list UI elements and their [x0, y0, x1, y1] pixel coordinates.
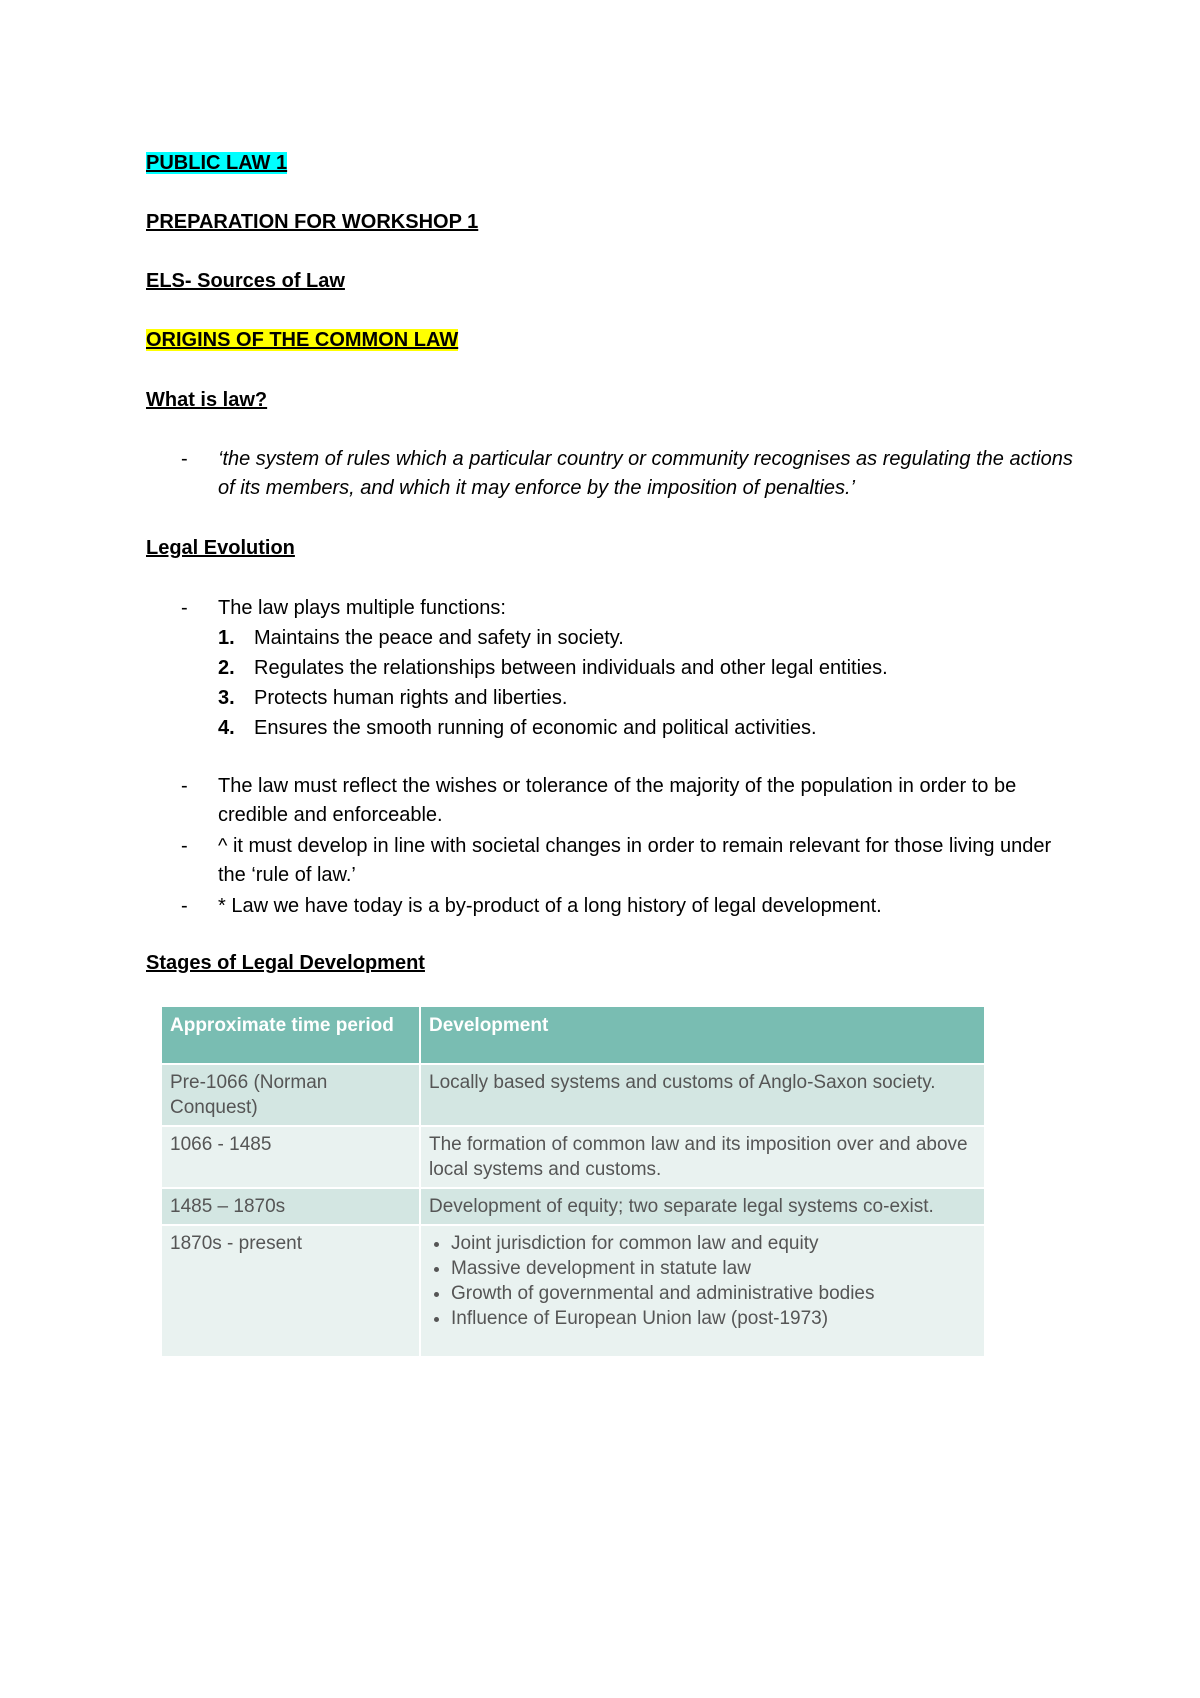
function-number: 1. — [218, 627, 235, 649]
function-item: Regulates the relationships between individuals and other legal entities. — [254, 657, 888, 679]
function-item: Maintains the peace and safety in society. — [254, 627, 624, 649]
development-column-header: Development — [420, 1007, 984, 1064]
course-title-text: PUBLIC LAW 1 — [146, 152, 288, 174]
period-cell: 1066 - 1485 — [162, 1126, 420, 1188]
development-cell: Development of equity; two separate legal systems co-exist. — [420, 1188, 984, 1225]
intro-dash: - — [181, 597, 188, 619]
function-item: Protects human rights and liberties. — [254, 687, 568, 709]
definition-dash: - — [181, 448, 188, 470]
function-item: Ensures the smooth running of economic and political activities. — [254, 717, 817, 739]
point-dash: - — [181, 835, 188, 857]
list-item: • Influence of European Union law (post-1973) — [451, 1306, 976, 1331]
period-cell: Pre-1066 (Norman Conquest) — [162, 1064, 420, 1126]
table-row — [162, 1225, 984, 1356]
point-dash: - — [181, 895, 188, 917]
period-column-header: Approximate time period — [162, 1007, 420, 1064]
function-number: 3. — [218, 687, 235, 709]
stages-heading: Stages of Legal Development — [146, 952, 425, 974]
origins-heading — [146, 327, 458, 353]
development-cell: The formation of common law and its imposition over and above local systems and customs. — [420, 1126, 984, 1188]
table-header-row — [162, 1007, 984, 1064]
what-is-law-heading: What is law? — [146, 389, 268, 411]
els-heading: ELS- Sources of Law — [146, 270, 345, 292]
period-cell: 1485 – 1870s — [162, 1188, 420, 1225]
stages-table — [162, 1007, 984, 1356]
legal-evolution-heading: Legal Evolution — [146, 537, 295, 559]
origins-heading-text: ORIGINS OF THE COMMON LAW — [146, 329, 459, 351]
table-row — [162, 1126, 984, 1188]
table-row — [162, 1188, 984, 1225]
table-row — [162, 1064, 984, 1126]
function-number: 4. — [218, 717, 235, 739]
development-bullet-list — [429, 1231, 976, 1331]
evolution-point: The law must reflect the wishes or tolerance of the majority of the population in order to be credible and enforceable. — [218, 775, 1017, 826]
law-definition: ‘the system of rules which a particular country or community recognises as regulating the actions of its members, and which it may enforce by the imposition of penalties.’ — [218, 448, 1073, 499]
development-cell: Locally based systems and customs of Anglo-Saxon society. — [420, 1064, 984, 1126]
point-dash: - — [181, 775, 188, 797]
workshop-heading: PREPARATION FOR WORKSHOP 1 — [146, 211, 479, 233]
evolution-point: * Law we have today is a by-product of a long history of legal development. — [218, 895, 882, 917]
course-title — [146, 150, 287, 176]
list-item: • Growth of governmental and administrative bodies — [451, 1281, 976, 1306]
function-number: 2. — [218, 657, 235, 679]
list-item: • Joint jurisdiction for common law and equity — [451, 1231, 976, 1256]
evolution-point: ^ it must develop in line with societal changes in order to remain relevant for those living under the ‘rule of law.’ — [218, 835, 1052, 886]
development-cell — [420, 1225, 984, 1356]
functions-intro: The law plays multiple functions: — [218, 597, 506, 619]
list-item: • Massive development in statute law — [451, 1256, 976, 1281]
period-cell: 1870s - present — [162, 1225, 420, 1356]
